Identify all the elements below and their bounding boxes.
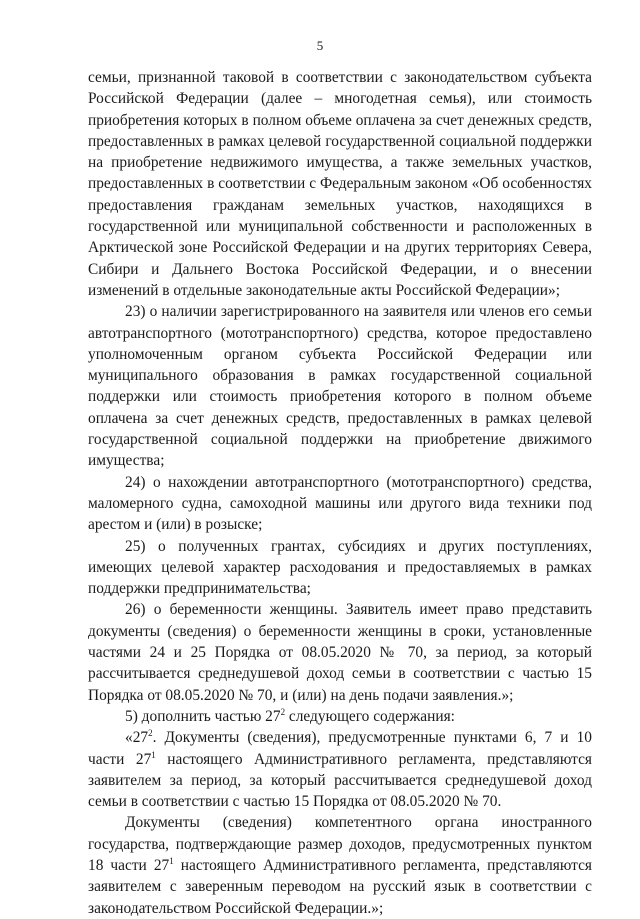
foreign-text-end: настоящего Административного регламента, представляются заявителем с заверенным переводом на русский язык в соответствии с законодательством Российской Федерации.»; [88, 856, 592, 917]
superscript: 1 [169, 855, 174, 866]
superscript: 1 [151, 749, 156, 760]
part-text-end: настоящего Административного регламента, представляются заявителем за период, за который рассчитывается среднедушевой доход семьи в соответствии с частью 15 Порядка от 08.05.2020 № 70. [88, 750, 592, 811]
page-number: 5 [316, 38, 324, 53]
part-text-middle: . Документы (сведения), предусмотренные пунктами 6, 7 и 10 части 27 [88, 729, 592, 768]
paragraph-item-26: 26) о беременности женщины. Заявитель имеет право представить документы (сведения) о беременности женщины в сроки, установленные частями 24 и 25 Порядка от 08.05.2020 № 70, за период, за который рассчитывается среднедушевой доход семьи в соответствии с частью 15 Порядка от 08.05.2020 № 70, и (или) на день подачи заявления.»; [88, 601, 592, 704]
foreign-text-start: Документы (сведения) компетентного органа иностранного государства, подтверждающие размер доходов, предусмотренных пунктом 18 части 27 [88, 814, 592, 874]
paragraph-item-5-amendment [88, 706, 592, 727]
paragraph-item-23: 23) о наличии зарегистрированного на заявителя или членов его семьи автотранспортного (мототранспортного) средства, которое предоставлено уполномоченным органом субъекта Российской Федерации или муниципального образования в рамках государственной социальной поддержки или стоимость приобретения которого в полном объеме оплачена за счет денежных средств, предоставленных в рамках целевой государственной социальной поддержки на приобретение движимого имущества; [88, 303, 592, 470]
amendment-text-end: следующего содержания: [285, 707, 455, 725]
amendment-text-start: 5) дополнить частью 27 [125, 707, 281, 725]
paragraph-item-24: 24) о нахождении автотранспортного (мототранспортного) средства, маломерного судна, самоходной машины или другого вида техники под арестом и (или) в розыске; [88, 473, 592, 534]
part-text-start: «27 [125, 729, 149, 747]
document-body [88, 67, 592, 919]
paragraph-part-27-2 [88, 727, 592, 812]
superscript: 2 [148, 728, 153, 739]
superscript: 2 [280, 706, 286, 717]
paragraph-continuation: семьи, признанной таковой в соответствии с законодательством субъекта Российской Федерации (далее – многодетная семья), или стоимость приобретения которых в полном объеме оплачена за счет денежных средств, предоставленных в рамках целевой государственной социальной поддержки на приобретение недвижимого имущества, а также земельных участков, предоставленных в соответствии с Федеральным законом «Об особенностях предоставления гражданам земельных участков, находящихся в государственной или муниципальной собственности и расположенных в Арктической зоне Российской Федерации и на других территориях Севера, Сибири и Дальнего Востока Российской Федерации, и о внесении изменений в отдельные законодательные акты Российской Федерации»; [88, 69, 592, 299]
paragraph-item-25: 25) о полученных грантах, субсидиях и других поступлениях, имеющих целевой характер расходования и предоставляемых в рамках поддержки предпринимательства; [88, 537, 592, 598]
paragraph-foreign-documents [88, 812, 592, 918]
